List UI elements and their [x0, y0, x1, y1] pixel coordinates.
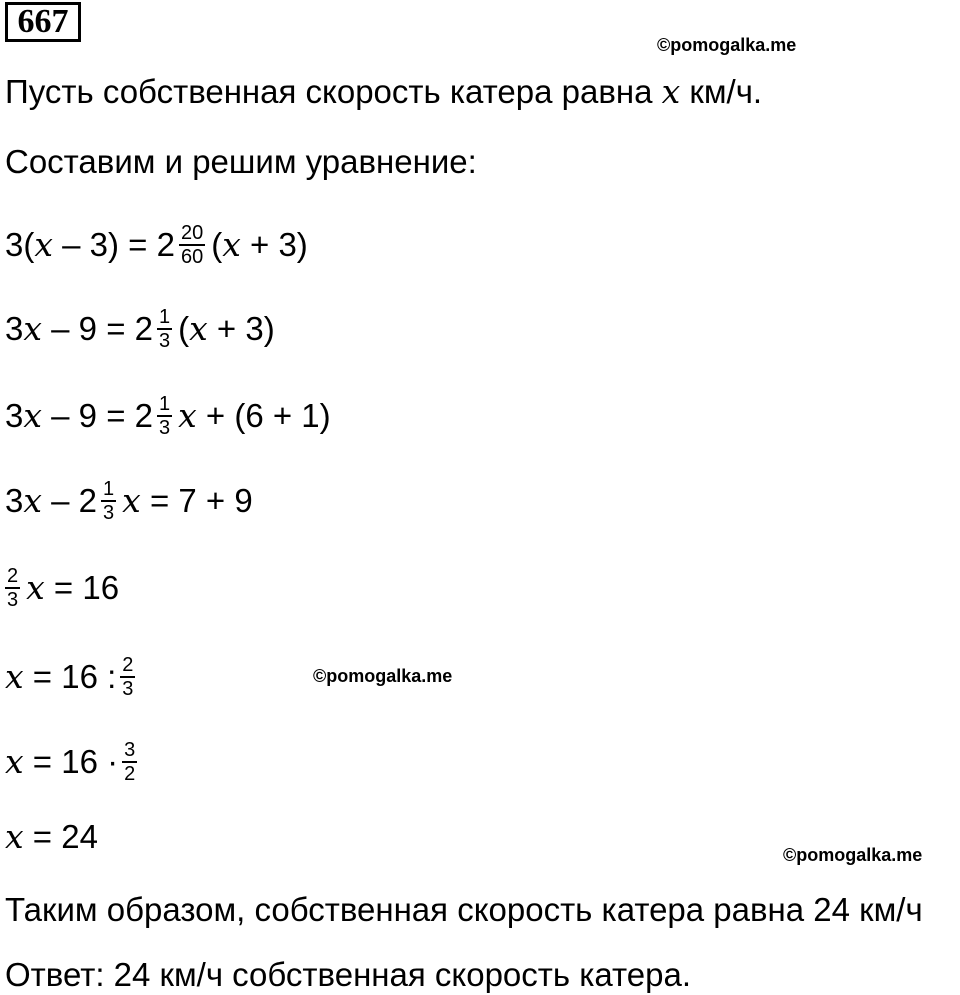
- equation-7: x = 16 · $\frac{3}{2}$: [5, 739, 136, 785]
- fraction: $\frac{1}{3}$: [159, 306, 171, 352]
- variable-x: x: [222, 225, 241, 264]
- equation-4: 3 x – 2 $\frac{1}{3}$ x = 7 + 9: [5, 478, 253, 524]
- variable-x: x: [23, 396, 42, 435]
- watermark: ©pomogalka.me: [657, 35, 797, 55]
- answer-text: Ответ: 24 км/ч собственная скорость катера.: [5, 956, 692, 993]
- watermark: ©pomogalka.me: [313, 666, 453, 686]
- fraction: $\frac{2}{3}$: [122, 654, 134, 700]
- variable-x: x: [26, 568, 45, 607]
- watermark: ©pomogalka.me: [783, 845, 923, 865]
- variable-x: x: [34, 225, 53, 264]
- variable-x: x: [122, 481, 141, 520]
- conclusion-text: Таким образом, собственная скорость катера равна 24 км/ч: [5, 891, 923, 928]
- intro-line: [5, 72, 762, 112]
- fraction: $\frac{1}{3}$: [159, 393, 171, 439]
- fraction: $\frac{2}{3}$: [7, 565, 19, 611]
- equation-3: 3 x – 9 = 2 $\frac{1}{3}$ x + (6 + 1): [5, 393, 331, 439]
- variable-x: x: [23, 309, 42, 348]
- equation-8: x = 24: [5, 817, 98, 856]
- variable-x: x: [5, 742, 24, 781]
- equation-5: $\frac{2}{3}$ x = 16: [7, 565, 120, 611]
- intro-unit: км/ч.: [680, 73, 763, 110]
- variable-x: x: [661, 72, 681, 111]
- intro-text: Пусть собственная скорость катера равна: [5, 73, 662, 110]
- answer-line: [5, 955, 691, 995]
- fraction: $\frac{1}{3}$: [103, 478, 115, 524]
- problem-number: 667: [5, 2, 81, 42]
- setup-text: Составим и решим уравнение:: [5, 143, 477, 180]
- variable-x: x: [178, 396, 197, 435]
- variable-x: x: [23, 481, 42, 520]
- fraction: $\frac{20}{60}$: [180, 222, 204, 268]
- variable-x: x: [5, 657, 24, 696]
- equation-2: 3 x – 9 = 2 $\frac{1}{3}$ ( x + 3): [5, 306, 275, 352]
- variable-x: x: [189, 309, 208, 348]
- fraction: $\frac{3}{2}$: [124, 739, 136, 785]
- conclusion-line: [5, 890, 923, 930]
- equation-6: x = 16 : $\frac{2}{3}$: [5, 654, 134, 700]
- equation-1: 3( x – 3) = 2 $\frac{20}{60}$ ( x + 3): [5, 222, 308, 268]
- setup-line: [5, 142, 477, 182]
- variable-x: x: [5, 817, 24, 856]
